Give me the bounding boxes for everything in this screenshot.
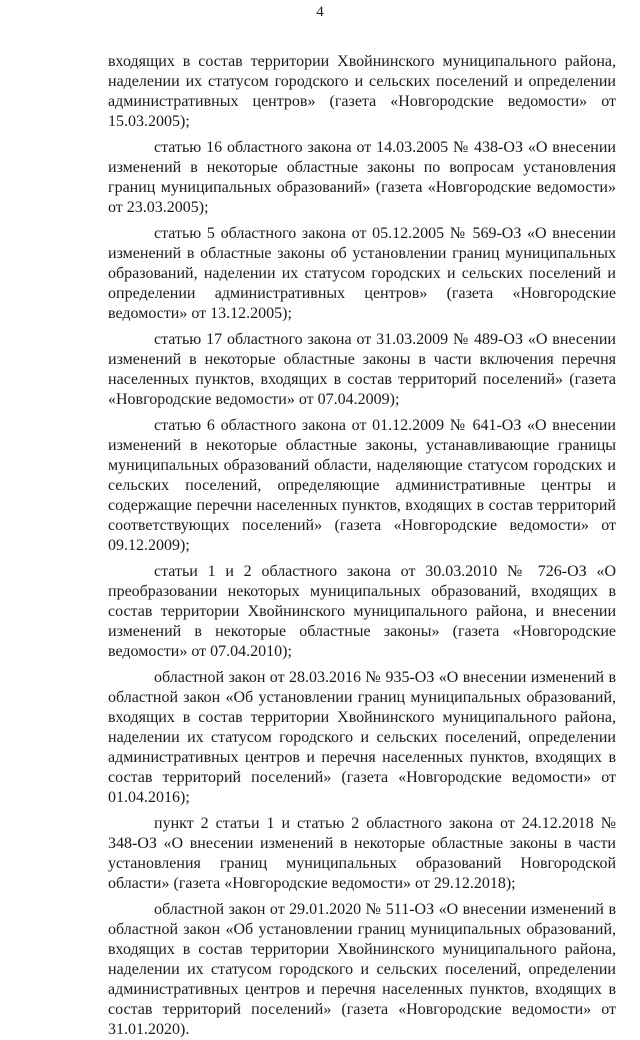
paragraph-law-item: статью 6 областного закона от 01.12.2009 № 641-ОЗ «О внесении изменений в некоторые областные законы, устанавливающие границы муниципальных образований области, наделяющие статусом городских и сельских поселений, определяющие административные центры и содержащие перечни населенных пунктов, входящих в состав территорий соответствующих поселений» (газета «Новгородские ведомости» от 09.12.2009); (108, 417, 616, 554)
paragraph-law-item: областной закон от 29.01.2020 № 511-ОЗ «О внесении изменений в областной закон «Об установлении границ муниципальных образований, входящих в состав территории Хвойнинского муниципального района, наделении их статусом городского и сельских поселений, определении административных центров и перечня населенных пунктов, входящих в состав территорий поселений» (газета «Новгородские ведомости» от 31.01.2020). (108, 901, 616, 1038)
paragraph-law-item: статью 5 областного закона от 05.12.2005 № 569-ОЗ «О внесении изменений в областные законы об установлении границ муниципальных образований, наделении их статусом городских и сельских поселений и определении административных центров» (газета «Новгородские ведомости» от 13.12.2005); (108, 225, 616, 322)
paragraph-law-item: областной закон от 28.03.2016 № 935-ОЗ «О внесении изменений в областной закон «Об установлении границ муниципальных образований, входящих в состав территории Хвойнинского муниципального района, наделении их статусом городского и сельских поселений, определении административных центров и перечня населенных пунктов, входящих в состав территорий поселений» (газета «Новгородские ведомости» от 01.04.2016); (108, 669, 616, 806)
page-number: 4 (316, 4, 324, 20)
paragraph-law-item: пункт 2 статьи 1 и статью 2 областного закона от 24.12.2018 № 348-ОЗ «О внесении изменений в некоторые областные законы в части установления границ муниципальных образований Новгородской области» (газета «Новгородские ведомости» от 29.12.2018); (108, 815, 616, 892)
paragraph-law-item: статьи 1 и 2 областного закона от 30.03.2010 № 726-ОЗ «О преобразовании некоторых муниципальных образований, входящих в состав территории Хвойнинского муниципального района, и внесении изменений в некоторые областные законы» (газета «Новгородские ведомости» от 07.04.2010); (108, 563, 616, 660)
paragraph-law-item: статью 16 областного закона от 14.03.2005 № 438-ОЗ «О внесении изменений в некоторые областные законы по вопросам установления границ муниципальных образований» (газета «Новгородские ведомости» от 23.03.2005); (108, 139, 616, 216)
paragraph-continuation: входящих в состав территории Хвойнинского муниципального района, наделении их статусом городского и сельских поселений и определении административных центров» (газета «Новгородские ведомости» от 15.03.2005); (108, 53, 616, 130)
paragraph-law-item: статью 17 областного закона от 31.03.2009 № 489-ОЗ «О внесении изменений в некоторые областные законы в части включения перечня населенных пунктов, входящих в состав территорий поселений» (газета «Новгородские ведомости» от 07.04.2009); (108, 331, 616, 408)
document-body (108, 52, 616, 1040)
